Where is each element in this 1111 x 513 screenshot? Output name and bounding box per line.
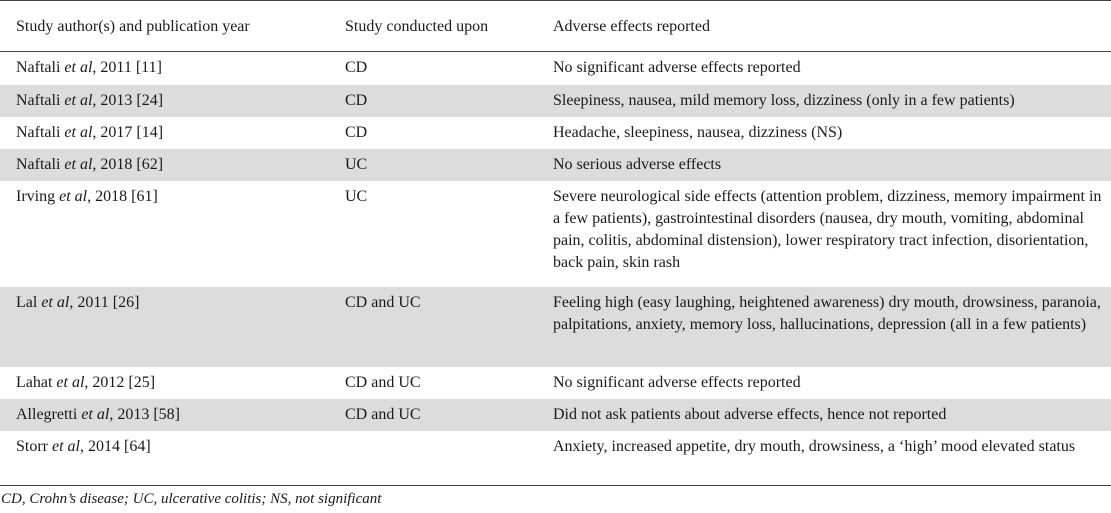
- cell-effects: Headache, sleepiness, nausea, dizziness (NS): [553, 123, 843, 141]
- header-study-author: Study author(s) and publication year: [0, 1, 329, 52]
- header-row: [0, 1, 1111, 52]
- table-row: [0, 287, 1111, 367]
- table-row: [0, 181, 1111, 287]
- cell-population: CD and UC: [345, 373, 421, 391]
- table-row: [0, 431, 1111, 486]
- cell-population: CD: [329, 85, 537, 117]
- table-header: [0, 1, 1111, 52]
- table-row: [0, 85, 1111, 117]
- cell-effects: No significant adverse effects reported: [553, 373, 801, 391]
- cell-effects: Anxiety, increased appetite, dry mouth, drowsiness, a ‘high’ mood elevated status: [537, 431, 1111, 486]
- cell-population: UC: [345, 187, 368, 205]
- header-study-population: Study conducted upon: [329, 1, 537, 52]
- cell-author: Storr et al, 2014 [64]: [0, 431, 329, 486]
- table-row: [0, 367, 1111, 399]
- cell-author: Naftali et al, 2018 [62]: [0, 149, 329, 181]
- cell-author: Naftali et al, 2017 [14]: [16, 123, 164, 141]
- table-row: [0, 399, 1111, 431]
- cell-effects: Feeling high (easy laughing, heightened awareness) dry mouth, drowsiness, paranoia, palpitations, anxiety, memory loss, hallucinations, depression (all in a few patients): [537, 287, 1111, 367]
- cell-author: Naftali et al, 2011 [11]: [16, 59, 162, 76]
- header-adverse-effects: Adverse effects reported: [537, 1, 1111, 52]
- cell-author: Allegretti et al, 2013 [58]: [0, 399, 329, 431]
- cell-author: Naftali et al, 2013 [24]: [0, 85, 329, 117]
- cell-population: CD: [345, 123, 368, 141]
- table-footnote: CD, Crohn’s disease; UC, ulcerative colitis; NS, not significant: [1, 491, 382, 507]
- cell-author: Lahat et al, 2012 [25]: [16, 373, 156, 391]
- cell-author: Lal et al, 2011 [26]: [0, 287, 329, 367]
- table-row: [0, 149, 1111, 181]
- cell-effects: Did not ask patients about adverse effects, hence not reported: [537, 399, 1111, 431]
- cell-population: CD: [345, 59, 368, 76]
- cell-effects: No significant adverse effects reported: [553, 59, 801, 76]
- cell-population: [329, 431, 537, 486]
- cell-population: CD and UC: [329, 399, 537, 431]
- cell-population: UC: [329, 149, 537, 181]
- table-row: [0, 117, 1111, 149]
- cell-author: Irving et al, 2018 [61]: [16, 187, 158, 205]
- cell-effects: Sleepiness, nausea, mild memory loss, dizziness (only in a few patients): [537, 85, 1111, 117]
- table-row: [0, 52, 1111, 85]
- cell-effects: No serious adverse effects: [537, 149, 1111, 181]
- table-body: [0, 52, 1111, 486]
- cell-effects: Severe neurological side effects (attention problem, dizziness, memory impairment in a few patients), gastrointestinal disorders (nausea, dry mouth, vomiting, abdominal pain, colitis, abdominal distension), lower respiratory tract infection, disorientation, back pain, skin rash: [553, 187, 1102, 271]
- cell-population: CD and UC: [329, 287, 537, 367]
